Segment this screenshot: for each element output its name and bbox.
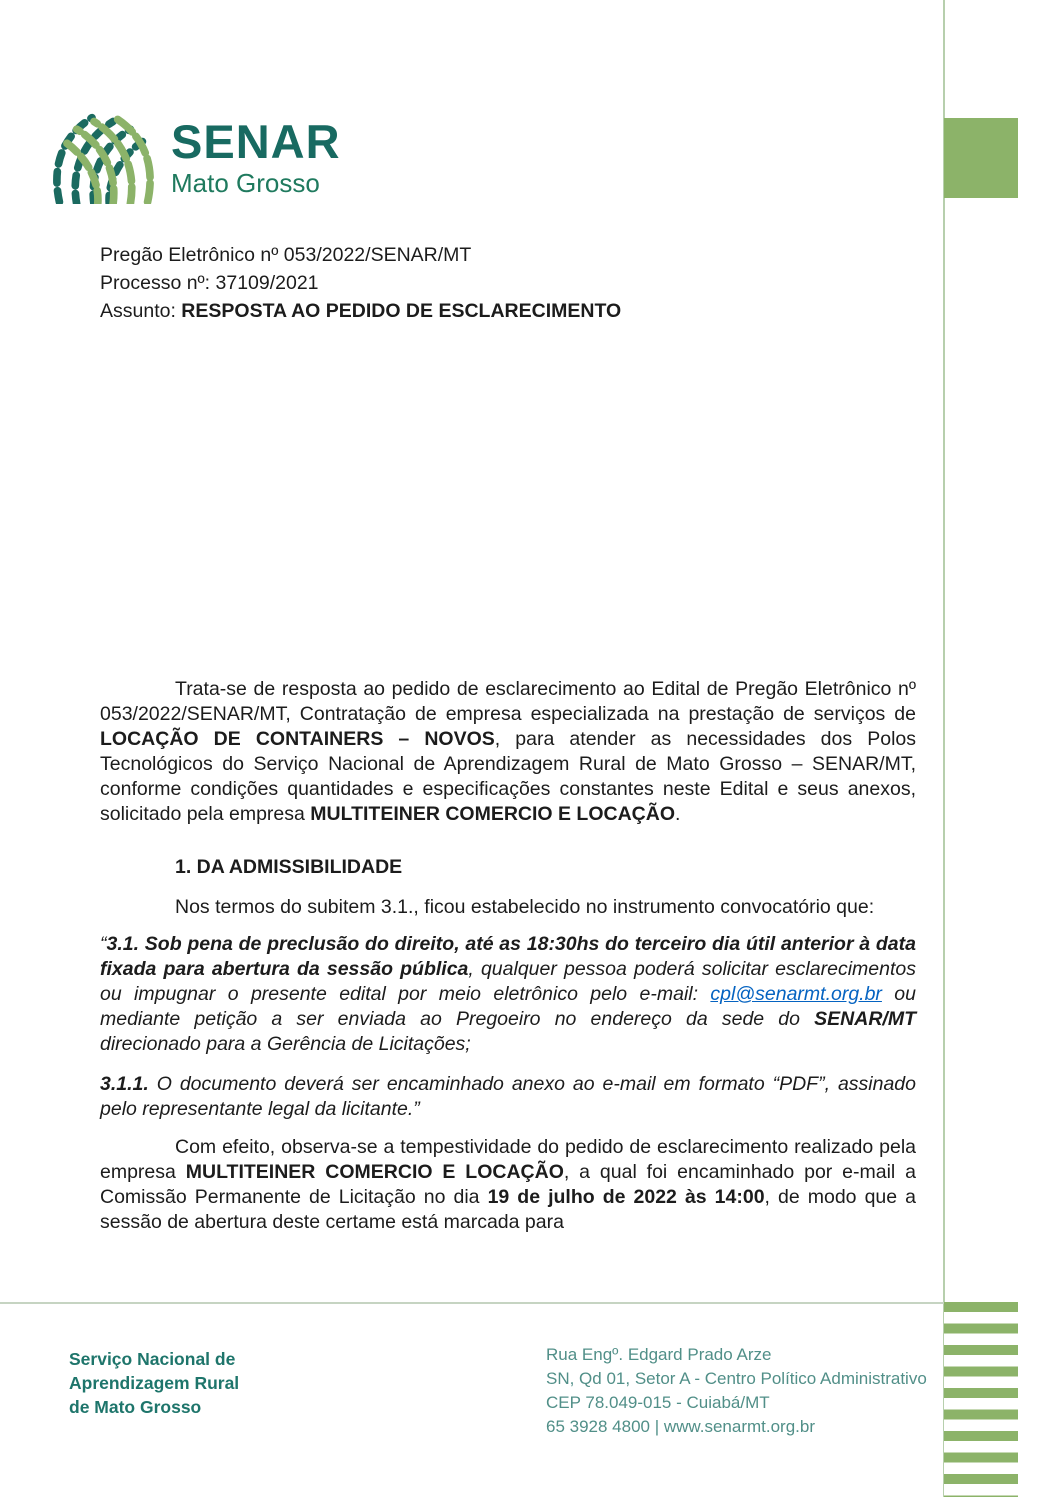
assunto-value: RESPOSTA AO PEDIDO DE ESCLARECIMENTO (181, 300, 622, 322)
quote-3-1-text-1: , qualquer pessoa poderá solicitar esclarecimentos ou impugnar o presente edital por meio eletrônico pelo e-mail: (100, 958, 916, 1005)
quote-open-mark: “ (100, 933, 107, 955)
logo-brand-text: SENAR (171, 115, 341, 168)
tempestividade-text-2: , a qual foi encaminhado por e-mail a Comissão Permanente de Licitação no dia (100, 1161, 916, 1208)
quote-3-1-text-3: direcionado para a Gerência de Licitações; (100, 1033, 471, 1055)
footer-org-name (69, 1347, 239, 1419)
tempestividade-bold-date: 19 de julho de 2022 às 14:00 (487, 1186, 765, 1208)
footer-divider-line (0, 1302, 944, 1304)
intro-text-1: Trata-se de resposta ao pedido de esclarecimento ao Edital de Pregão Eletrônico nº 053/2022/SENAR/MT, Contratação de empresa especializada na prestação de serviços de (100, 678, 916, 725)
footer-org-line-3: de Mato Grosso (69, 1397, 202, 1417)
right-border-line (943, 0, 945, 1497)
assunto-label: Assunto: (100, 300, 182, 322)
logo-text (171, 108, 341, 198)
quote-3-1-bold: 3.1. Sob pena de preclusão do direito, até as 18:30hs do terceiro dia útil anterior à data fixada para abertura da sessão pública (100, 933, 916, 980)
email-link[interactable]: cpl@senarmt.org.br (710, 983, 882, 1005)
header-pregao-line: Pregão Eletrônico nº 053/2022/SENAR/MT (100, 244, 472, 266)
paragraph-tempestividade (100, 1135, 916, 1235)
quote-3-1-bold-senar: SENAR/MT (814, 1008, 916, 1030)
section-heading-admissibilidade: 1. DA ADMISSIBILIDADE (175, 856, 403, 878)
tempestividade-text-3: , de modo que a sessão de abertura deste certame está marcada para (100, 1186, 916, 1233)
footer-address-line-3: CEP 78.049-015 - Cuiabá/MT (546, 1393, 770, 1412)
green-stripes-accent (944, 1302, 1018, 1497)
senar-logo (46, 108, 341, 204)
intro-bold-company: MULTITEINER COMERCIO E LOCAÇÃO (310, 803, 676, 825)
header-assunto-line (100, 297, 621, 325)
footer-org-line-1: Serviço Nacional de (69, 1349, 236, 1369)
quote-item-3-1 (100, 932, 916, 1057)
paragraph-intro (100, 677, 916, 827)
footer-address-line-2: SN, Qd 01, Setor A - Centro Político Administrativo (546, 1369, 927, 1388)
footer-org-line-2: Aprendizagem Rural (69, 1373, 240, 1393)
intro-text-2: , para atender as necessidades dos Polos Tecnológicos do Serviço Nacional de Aprendizagem Rural de Mato Grosso – SENAR/MT, conforme condições quantidades e especificações constantes neste Edital e seus anexos, solicitado pela empresa (100, 728, 916, 825)
doc-header (100, 241, 621, 325)
doc-body (100, 677, 916, 1235)
paragraph-terms: Nos termos do subitem 3.1., ficou estabelecido no instrumento convocatório que: (175, 896, 875, 918)
header-processo-line: Processo nº: 37109/2021 (100, 272, 319, 294)
tempestividade-text-1: Com efeito, observa-se a tempestividade do pedido de esclarecimento realizado pela empresa (100, 1136, 916, 1183)
quote-3-1-1-number: 3.1.1. (100, 1073, 149, 1095)
wheat-sheaf-icon (46, 108, 161, 204)
footer-address-line-1: Rua Engº. Edgard Prado Arze (546, 1345, 772, 1364)
intro-bold-object: LOCAÇÃO DE CONTAINERS – NOVOS (100, 728, 495, 750)
quote-3-1-text-2: ou mediante petição a ser enviada ao Pregoeiro no endereço da sede do (100, 983, 916, 1030)
quote-item-3-1-1 (100, 1072, 916, 1122)
tempestividade-bold-company: MULTITEINER COMERCIO E LOCAÇÃO (185, 1161, 564, 1183)
logo-region-text: Mato Grosso (171, 168, 320, 198)
footer-address-line-4: 65 3928 4800 | www.senarmt.org.br (546, 1417, 816, 1436)
green-square-accent (944, 118, 1018, 198)
intro-text-3: . (675, 803, 681, 825)
quote-3-1-1-text: O documento deverá ser encaminhado anexo ao e-mail em formato “PDF”, assinado pelo representante legal da licitante.” (100, 1073, 916, 1120)
footer-address (546, 1343, 927, 1439)
